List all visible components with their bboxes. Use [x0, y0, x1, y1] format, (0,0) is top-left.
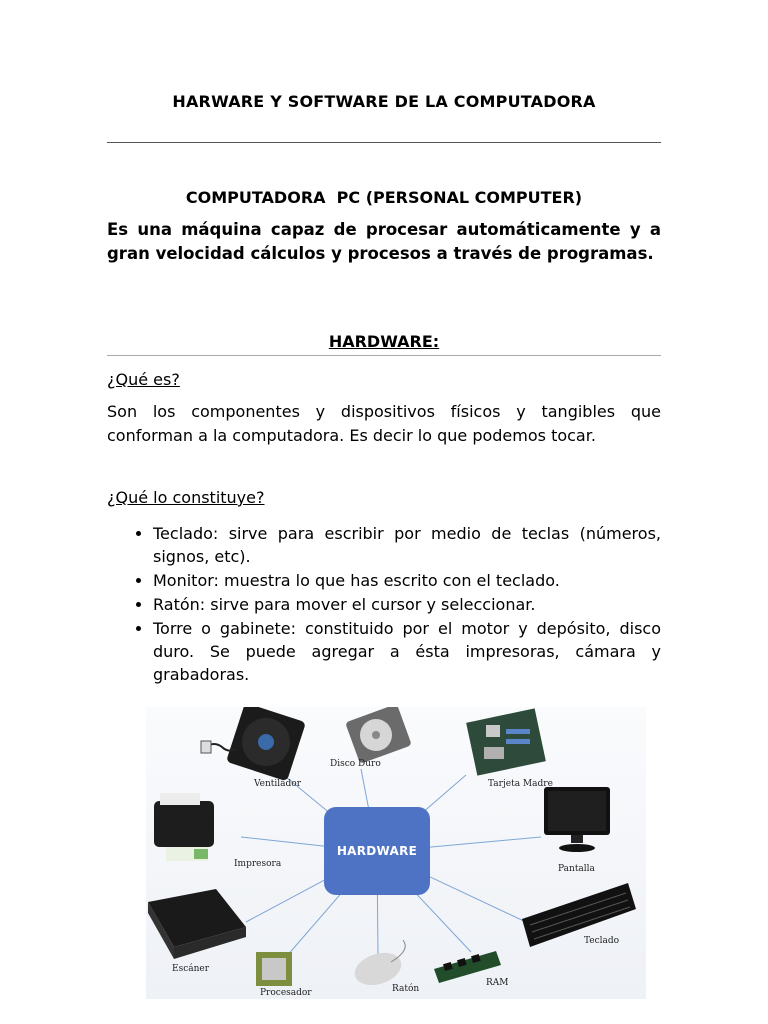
hub-label: HARDWARE [336, 844, 418, 858]
hard-disk-icon [345, 707, 412, 764]
components-list [107, 522, 661, 686]
question-what-is: ¿Qué es? [107, 370, 180, 389]
list-item: • Monitor: muestra lo que has escrito con el teclado. [153, 569, 661, 592]
processor-caption: Procesador [260, 988, 312, 998]
monitor-caption: Pantalla [558, 864, 595, 874]
motherboard-icon [466, 708, 546, 775]
list-item: • Ratón: sirve para mover el cursor y seleccionar. [153, 593, 661, 616]
keyboard-caption: Teclado [584, 936, 620, 946]
scanner-caption: Escáner [172, 964, 210, 974]
hardware-diagram [146, 707, 646, 999]
what-is-answer: Son los componentes y dispositivos físicos y tangibles que conforman a la computadora. Es decir lo que podemos tocar. [107, 402, 661, 445]
disk-caption: Disco Duro [330, 759, 381, 769]
motherboard-caption: Tarjeta Madre [488, 779, 553, 789]
ram-caption: RAM [486, 978, 509, 988]
question-constituents: ¿Qué lo constituye? [107, 488, 265, 507]
processor-icon [256, 952, 292, 986]
section-subtitle: COMPUTADORA PC (PERSONAL COMPUTER) [185, 188, 583, 207]
printer-caption: Impresora [234, 859, 282, 869]
monitor-icon [544, 787, 610, 852]
hardware-divider [107, 355, 661, 356]
list-item: • Torre o gabinete: constituido por el motor y depósito, disco duro. Se puede agregar a ésta impresoras, cámara y grabadoras. [153, 617, 661, 686]
document-title: HARWARE Y SOFTWARE DE LA COMPUTADORA [172, 92, 596, 111]
scanner-icon [148, 889, 246, 959]
mouse-caption: Ratón [392, 984, 420, 994]
title-divider [107, 142, 661, 143]
definition-paragraph: Es una máquina capaz de procesar automáticamente y a gran velocidad cálculos y procesos a través de programas. [107, 220, 661, 263]
fan-caption: Ventilador [254, 779, 302, 789]
printer-icon [154, 793, 214, 861]
list-item: • Teclado: sirve para escribir por medio de teclas (números, signos, etc). [153, 522, 661, 568]
fan-icon [201, 707, 306, 781]
hardware-heading: HARDWARE: [328, 332, 440, 351]
